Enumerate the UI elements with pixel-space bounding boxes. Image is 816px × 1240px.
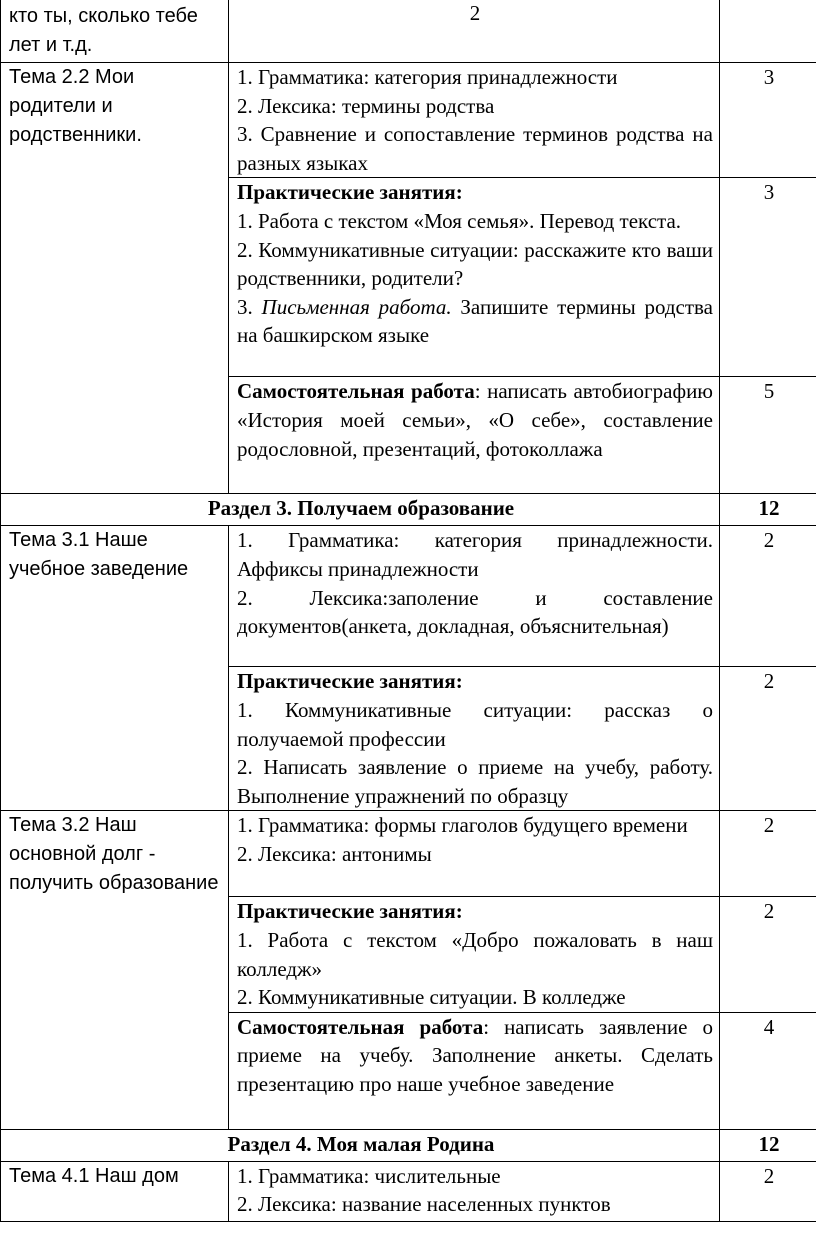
section-hours: 12 [720, 1129, 816, 1161]
hours-cell: 2 [229, 0, 720, 63]
content-line: 2. Лексика: антонимы [237, 841, 432, 866]
section-title: Раздел 4. Моя малая Родина [1, 1129, 720, 1161]
section-hours: 12 [720, 494, 816, 526]
content-line: 3. Сравнение и сопоставление терминов родства на разных языках [237, 122, 713, 175]
theory-cell [229, 63, 720, 178]
table-row [1, 63, 816, 178]
content-line: 2. Лексика:заполение и составление документов(анкета, докладная, объяснительная) [237, 585, 713, 639]
hours-cell: 5 [720, 377, 816, 494]
item-number: 3. [237, 294, 262, 319]
content-line: 1. Работа с текстом «Добро пожаловать в наш колледж» [237, 927, 713, 981]
table-row [1, 0, 816, 63]
content-line: 2. Лексика: термины родства [237, 93, 495, 118]
practice-heading: Практические занятия: [237, 669, 463, 694]
practice-heading: Практические занятия: [237, 180, 463, 205]
content-line [237, 293, 713, 350]
practice-cell [229, 667, 720, 811]
content-line [237, 377, 713, 463]
hours-cell: 2 [720, 526, 816, 667]
theory-cell [229, 526, 720, 667]
self-work-cell [229, 377, 720, 494]
topic-cell: Тема 4.1 Наш дом [1, 1161, 229, 1221]
hours-cell: 3 [720, 63, 816, 178]
hours-cell: 2 [720, 1161, 816, 1221]
topic-cell: Тема 3.2 Наш основной долг - получить образование [1, 811, 229, 1129]
content-line [237, 1013, 713, 1099]
hours-cell: 2 [720, 897, 816, 1012]
hours-cell: 2 [720, 811, 816, 897]
self-work-heading: Самостоятельная работа [237, 379, 475, 404]
practice-heading: Практические занятия: [237, 899, 463, 924]
content-line: 1. Работа с текстом «Моя семья». Перевод текста. [237, 208, 682, 233]
hours-cell: 3 [720, 178, 816, 377]
content-line: 1. Коммуникативные ситуации: рассказ о получаемой профессии [237, 697, 713, 751]
self-work-text: : написать автобиографию «История моей семьи», «О себе», составление родословной, презентаций, фотоколлажа [237, 379, 713, 461]
practice-cell [229, 897, 720, 1012]
topic-cell: кто ты, сколько тебе лет и т.д. [1, 0, 229, 63]
table-row [1, 1161, 816, 1221]
topic-cell: Тема 3.1 Наше учебное заведение [1, 526, 229, 811]
hours-cell: 2 [720, 667, 816, 811]
italic-label: Письменная работа. [261, 294, 452, 319]
topic-cell: Тема 2.2 Мои родители и родственники. [1, 63, 229, 494]
content-line: 2. Написать заявление о приеме на учебу, работу. Выполнение упражнений по образцу [237, 755, 713, 808]
theory-cell [229, 1161, 720, 1221]
content-line: 1. Грамматика: числительные [237, 1163, 501, 1188]
theory-cell [229, 811, 720, 897]
content-line: 2. Коммуникативные ситуации. В колледже [237, 985, 626, 1010]
content-line: 1. Грамматика: категория принадлежности. Аффиксы принадлежности [237, 528, 713, 581]
content-line: 1. Грамматика: формы глаголов будущего времени [237, 813, 688, 838]
content-line: 2. Коммуникативные ситуации: расскажите кто ваши родственники, родители? [237, 237, 713, 291]
self-work-heading: Самостоятельная работа [237, 1014, 484, 1039]
practice-cell [229, 178, 720, 377]
section-row [1, 494, 816, 526]
content-line: 1. Грамматика: категория принадлежности [237, 65, 618, 89]
section-row [1, 1129, 816, 1161]
hours-cell: 4 [720, 1012, 816, 1129]
self-work-text: : написать заявление о приеме на учебу. Заполнение анкеты. Сделать презентацию про наше учебное заведение [237, 1014, 713, 1096]
self-work-cell [229, 1012, 720, 1129]
section-title: Раздел 3. Получаем образование [1, 494, 720, 526]
content-line: 2. Лексика: название населенных пунктов [237, 1192, 611, 1217]
empty-cell [720, 0, 816, 63]
table-row [1, 811, 816, 897]
item-text: Запишите термины родства на башкирском языке [237, 294, 714, 348]
table-row [1, 526, 816, 667]
